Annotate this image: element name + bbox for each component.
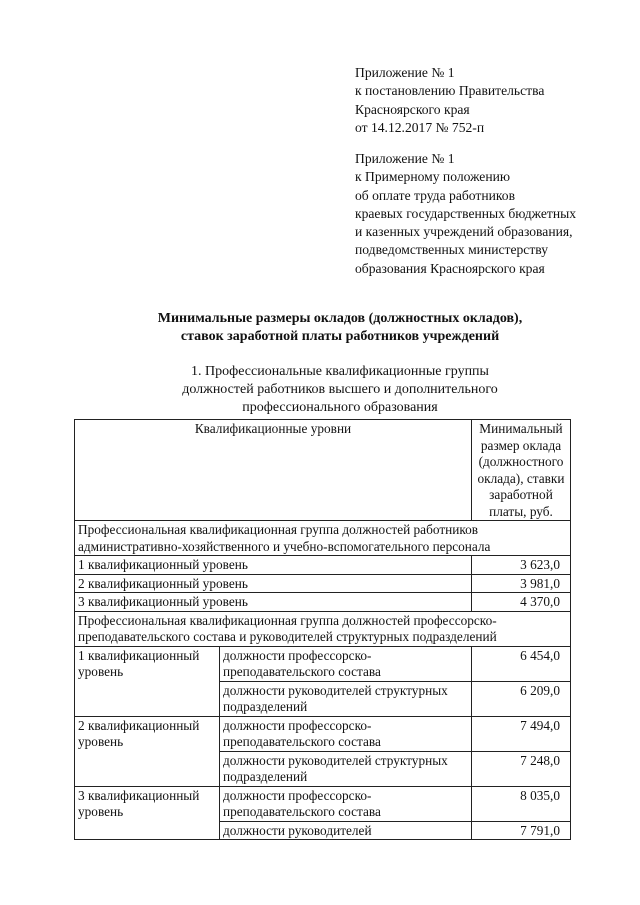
annex-sub-line: образования Красноярского края	[355, 260, 545, 276]
table-row	[75, 593, 571, 612]
table-header-row	[75, 420, 571, 521]
document-title-line: Минимальные размеры окладов (должностных окладов),	[157, 311, 523, 326]
table-row	[75, 716, 571, 751]
table-row	[75, 786, 571, 821]
header-levels: Квалификационные уровни	[75, 420, 472, 521]
position-cell: должности руководителей	[220, 821, 472, 840]
annex-header-line: Приложение № 1	[355, 65, 455, 80]
section-title-line: 1. Профессиональные квалификационные группы	[191, 364, 489, 379]
table-row	[75, 646, 571, 681]
annex-sub-line: и казенных учреждений образования,	[355, 224, 573, 240]
annex-sub-line: подведомственных министерству	[355, 242, 549, 258]
group-title: Профессиональная квалификационная группа должностей работников административно-хозяйственного и учебно-вспомогательного персонала	[75, 521, 571, 556]
annex-header-line: Красноярского края	[355, 101, 470, 117]
section-title-line: должностей работников высшего и дополнительного	[182, 382, 498, 397]
header-salary: Минимальный размер оклада (должностного оклада), ставки заработной платы, руб.	[472, 420, 571, 521]
section-title-line: профессионального образования	[242, 400, 438, 415]
value-cell: 7 494,0	[472, 716, 571, 751]
annex-header	[355, 64, 625, 137]
level-cell: 2 квалификационный уровень	[75, 574, 472, 593]
document-title-line: ставок заработной платы работников учреждений	[180, 329, 500, 344]
value-cell: 6 454,0	[472, 646, 571, 681]
document-title	[60, 310, 620, 346]
annex-sub-line: к Примерному положению	[355, 169, 511, 185]
position-cell: должности профессорско-преподавательского состава	[220, 786, 472, 821]
annex-sub-line: краевых государственных бюджетных	[355, 205, 577, 221]
value-cell: 4 370,0	[472, 593, 571, 612]
position-cell: должности профессорско-преподавательского состава	[220, 716, 472, 751]
position-cell: должности руководителей структурных подразделений	[220, 751, 472, 786]
group-title: Профессиональная квалификационная группа должностей профессорско-преподавательского состава и руководителей структурных подразделений	[75, 611, 571, 646]
annex-header-line: к постановлению Правительства	[355, 83, 545, 99]
table-row	[75, 574, 571, 593]
value-cell: 8 035,0	[472, 786, 571, 821]
annex-sub-header	[355, 150, 625, 278]
table-row	[75, 556, 571, 575]
value-cell: 3 623,0	[472, 556, 571, 575]
level-cell: 1 квалификационный уровень	[75, 556, 472, 575]
level-cell: 3 квалификационный уровень	[75, 786, 220, 840]
value-cell: 3 981,0	[472, 574, 571, 593]
position-cell: должности руководителей структурных подразделений	[220, 681, 472, 716]
annex-header-line: от 14.12.2017 № 752-п	[355, 119, 485, 135]
value-cell: 7 248,0	[472, 751, 571, 786]
value-cell: 6 209,0	[472, 681, 571, 716]
level-cell: 2 квалификационный уровень	[75, 716, 220, 786]
level-cell: 1 квалификационный уровень	[75, 646, 220, 716]
annex-sub-line: об оплате труда работников	[355, 187, 516, 203]
position-cell: должности профессорско-преподавательского состава	[220, 646, 472, 681]
annex-sub-line: Приложение № 1	[355, 151, 455, 166]
section-title	[60, 363, 620, 417]
value-cell: 7 791,0	[472, 821, 571, 840]
level-cell: 3 квалификационный уровень	[75, 593, 472, 612]
salary-table	[74, 419, 571, 840]
group-title-row	[75, 611, 571, 646]
group-title-row	[75, 521, 571, 556]
